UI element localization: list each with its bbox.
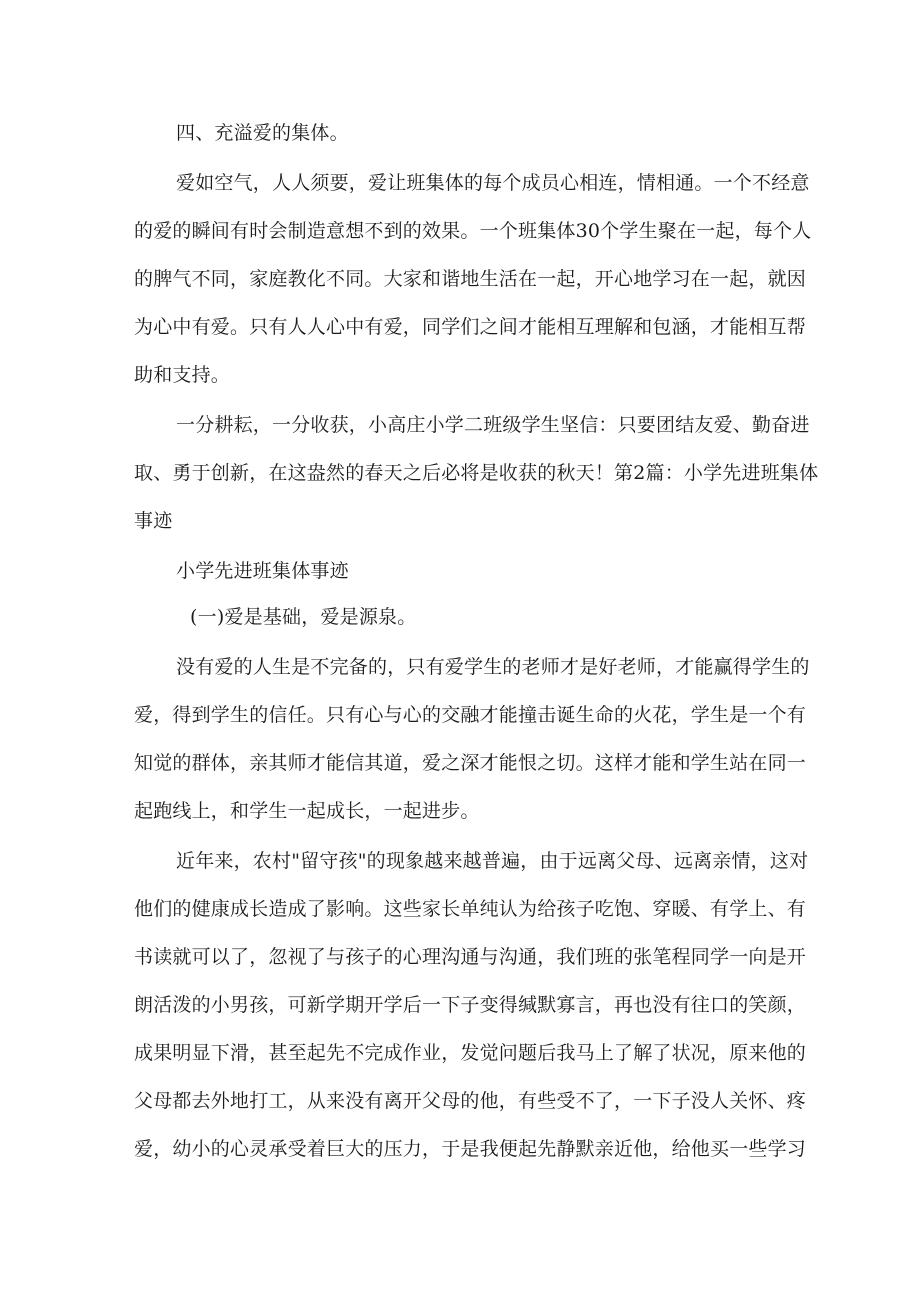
paragraph-line: 取、勇于创新，在这盎然的春天之后必将是收获的秋天！第2篇：小学先进班集体 [134, 462, 819, 484]
paragraph-line: 爱，幼小的心灵承受着巨大的压力，于是我便起先静默亲近他，给他买一些学习 [134, 1138, 807, 1160]
paragraph-line: 助和支持。 [134, 364, 231, 386]
section-heading: 四、充溢爱的集体。 [176, 122, 349, 144]
paragraph-line: 书读就可以了，忽视了与孩子的心理沟通与沟通，我们班的张笔程同学一向是开 [134, 946, 807, 968]
paragraph-line: 为心中有爱。只有人人心中有爱，同学们之间才能相互理解和包涵，才能相互帮 [134, 316, 807, 338]
paragraph-line: 成果明显下滑，甚至起先不完成作业，发觉问题后我马上了解了状况，原来他的 [134, 1042, 807, 1064]
paragraph-line: 事迹 [134, 510, 173, 532]
article-title: 小学先进班集体事迹 [176, 560, 349, 582]
paragraph-line: 的爱的瞬间有时会制造意想不到的效果。一个班集体30个学生聚在一起，每个人 [134, 220, 812, 242]
paragraph-line: 父母都去外地打工，从来没有离开父母的他，有些受不了，一下子没人关怀、疼 [134, 1090, 807, 1112]
paragraph-line: 没有爱的人生是不完备的，只有爱学生的老师才是好老师，才能赢得学生的 [176, 656, 810, 678]
paragraph-line: 爱如空气，人人须要，爱让班集体的每个成员心相连，情相通。一个不经意 [176, 172, 810, 194]
paragraph-line: 朗活泼的小男孩，可新学期开学后一下子变得缄默寡言，再也没有往口的笑颜， [134, 994, 807, 1016]
paragraph-line: 知觉的群体，亲其师才能信其道，爱之深才能恨之切。这样才能和学生站在同一 [134, 752, 807, 774]
subsection-heading: (一)爱是基础，爱是源泉。 [190, 606, 417, 628]
paragraph-line: 近年来，农村"留守孩"的现象越来越普遍，由于远离父母、远离亲情，这对 [176, 850, 809, 872]
paragraph-line: 起跑线上，和学生一起成长，一起进步。 [134, 800, 480, 822]
paragraph-line: 他们的健康成长造成了影响。这些家长单纯认为给孩子吃饱、穿暖、有学上、有 [134, 898, 807, 920]
paragraph-line: 一分耕耘，一分收获，小高庄小学二班级学生坚信：只要团结友爱、勤奋进 [176, 414, 810, 436]
paragraph-line: 爱，得到学生的信任。只有心与心的交融才能撞击诞生命的火花，学生是一个有 [134, 704, 807, 726]
paragraph-line: 的脾气不同，家庭教化不同。大家和谐地生活在一起，开心地学习在一起，就因 [134, 268, 807, 290]
